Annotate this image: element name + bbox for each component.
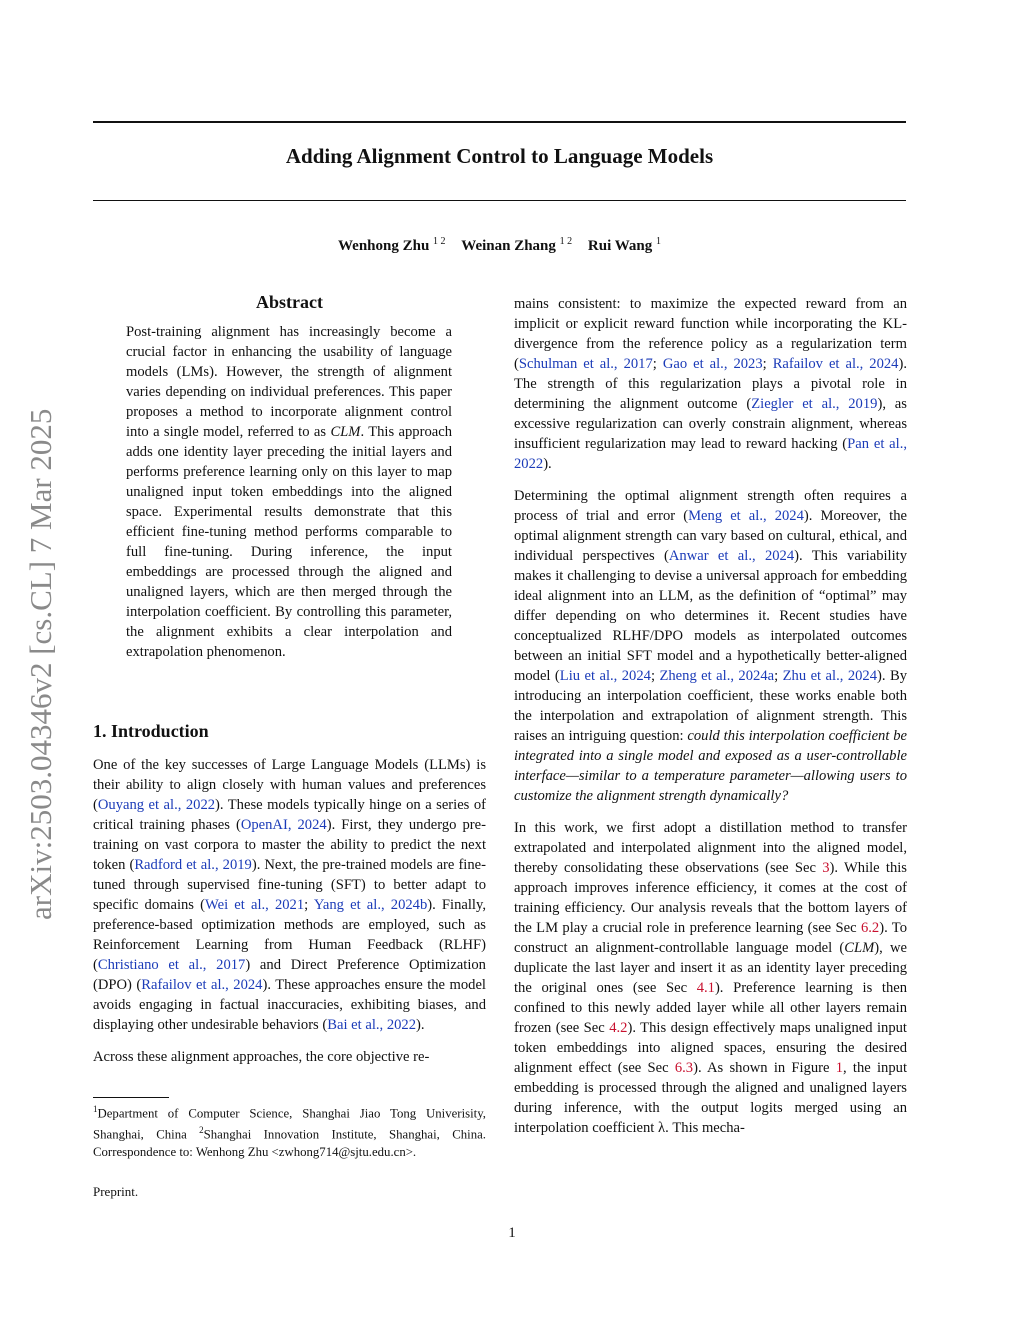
author: [461, 238, 572, 254]
author-affiliation: 1 2: [433, 236, 446, 247]
section-reference-link[interactable]: 4.1: [696, 980, 715, 996]
arxiv-identifier-stamp: arXiv:2503.04346v2 [cs.CL] 7 Mar 2025: [23, 408, 58, 920]
citation-link[interactable]: Zhu et al., 2024: [782, 668, 878, 684]
author-list: [93, 236, 906, 255]
figure-reference-link[interactable]: 1: [835, 1060, 844, 1076]
citation-link[interactable]: Anwar et al., 2024: [668, 548, 795, 564]
preprint-label: Preprint.: [93, 1184, 139, 1199]
citation-link[interactable]: Rafailov et al., 2024: [141, 977, 263, 993]
affiliation-footnote: $^1$Department of Computer Science, Shanghai Jiao Tong Univerisity, Shanghai, China $^2$Shanghai Innovation Institute, Shanghai, China. Correspondence to: Wenhong Zhu <zwhong714@sjtu.edu.cn>.: [93, 1104, 486, 1159]
title-rule-top: [93, 121, 906, 123]
author: [338, 238, 446, 254]
intro-paragraph-4: In this work, we first adopt a distillation method to transfer extrapolated and interpolated alignment into the aligned model, thereby consolidating these observations (see Sec 3). While this approach improves inference efficiency, it comes at the cost of training efficiency. Our analysis reveals that the bottom layers of the LM play a crucial role in preference learning (see Sec 6.2). To construct an alignment-controllable language model (CLM), we duplicate the last layer and insert it as an identity layer preceding the original ones (see Sec 4.1). Preference learning is then confined to this newly added layer while all other layers remain frozen (see Sec 4.2). This design effectively maps unaligned input token embeddings into aligned spaces, ensuring the desired alignment effect (see Sec 6.3). As shown in Figure 1, the input embedding is processed through the aligned and unaligned layers during inference, with the output logits merged using an interpolation coefficient λ. This mecha-: [514, 820, 908, 1136]
citation-link[interactable]: Wei et al., 2021: [205, 897, 305, 913]
author-name: Weinan Zhang: [461, 238, 556, 254]
author-affiliation: 1: [656, 236, 661, 247]
author-name: Wenhong Zhu: [337, 238, 430, 254]
intro-paragraph-3: Determining the optimal alignment strength often requires a process of trial and error (Meng et al., 2024). Moreover, the optimal alignment strength can vary based on cultural, ethical, and individual perspectives (Anwar et al., 2024). This variability makes it challenging to devise a universal approach for embedding ideal alignment into an LLM, as the definition of “optimal” may differ depending on who determines it. Recent studies have conceptualized RLHF/DPO models as interpolated outcomes between an initial SFT model and a hypothetically better-aligned model (Liu et al., 2024; Zheng et al., 2024a; Zhu et al., 2024). By introducing an interpolation coefficient, these works enable both the interpolation and extrapolation of alignment strength. This raises an intriguing question: could this interpolation coefficient be integrated into a single model and exposed as a user-controllable interface—similar to a temperature parameter—allowing users to customize the alignment strength dynamically?: [514, 488, 908, 804]
section-reference-link[interactable]: 6.2: [860, 920, 880, 936]
citation-link[interactable]: Radford et al., 2019: [134, 857, 252, 873]
paper-title: Adding Alignment Control to Language Models: [285, 144, 714, 168]
clm-term: CLM: [330, 424, 361, 440]
intro-paragraph-1: One of the key successes of Large Language Models (LLMs) is their ability to align closely with human values and preferences (Ouyang et al., 2022). These models typically hinge on a series of critical training phases (OpenAI, 2024). First, they undergo pre-training on vast corpora to master the ability to predict the next token (Radford et al., 2019). Next, the pre-trained models are fine-tuned through supervised fine-tuning (SFT) to better adapt to specific domains (Wei et al., 2021; Yang et al., 2024b). Finally, preference-based optimization methods are employed, such as Reinforcement Learning from Human Feedback (RLHF) (Christiano et al., 2017) and Direct Preference Optimization (DPO) (Rafailov et al., 2024). These approaches ensure the model avoids engaging in factual inaccuracies, exhibiting biases, and displaying other undesirable behaviors (Bai et al., 2022).: [93, 757, 486, 1033]
citation-link[interactable]: Ouyang et al., 2022: [97, 797, 216, 813]
citation-link[interactable]: Zheng et al., 2024a: [659, 668, 775, 684]
left-column: [93, 755, 486, 1079]
citation-link[interactable]: Gao et al., 2023: [662, 356, 763, 372]
citation-link[interactable]: Rafailov et al., 2024: [772, 356, 899, 372]
citation-link[interactable]: Bai et al., 2022: [327, 1017, 417, 1033]
abstract-text: Post-training alignment has increasingly become a crucial factor in enhancing the usability of language models (LMs). However, the strength of alignment varies depending on individual preferences. This paper proposes a method to incorporate alignment control into a single model, referred to as CLM. This approach adds one identity layer preceding the initial layers and performs preference learning only on this layer to map unaligned input token embeddings into the aligned space. Experimental results demonstrate that this efficient fine-tuning method performs comparable to full fine-tuning. During inference, the input embeddings are processed through the aligned and unaligned layers, which are then merged through the interpolation coefficient. By controlling this parameter, the alignment exhibits a clear interpolation and extrapolation phenomenon.: [126, 324, 453, 660]
citation-link[interactable]: Christiano et al., 2017: [97, 957, 246, 973]
citation-link[interactable]: Ziegler et al., 2019: [751, 396, 878, 412]
citation-link[interactable]: Pan et al., 2022: [514, 436, 907, 472]
citation-link[interactable]: OpenAI, 2024: [240, 817, 327, 833]
intro-paragraph-2-start: Across these alignment approaches, the core objective re-: [93, 1049, 430, 1065]
author: [588, 238, 661, 254]
author-name: Rui Wang: [587, 238, 653, 254]
page-number: 1: [508, 1225, 516, 1241]
section-heading-introduction: 1. Introduction: [93, 721, 209, 741]
section-reference-link[interactable]: 3: [822, 860, 830, 876]
citation-link[interactable]: Yang et al., 2024b: [313, 897, 428, 913]
author-affiliation: 1 2: [559, 236, 573, 247]
citation-link[interactable]: Schulman et al., 2017: [518, 356, 653, 372]
right-column: [514, 294, 907, 1150]
clm-term: CLM: [844, 940, 875, 956]
section-reference-link[interactable]: 4.2: [609, 1020, 628, 1036]
footnote-rule: [93, 1097, 169, 1098]
research-question: could this interpolation coefficient be integrated into a single model and exposed as a user-controllable interface—similar to a temperature parameter—allowing users to customize the alignment strength dynamically?: [514, 728, 907, 804]
citation-link[interactable]: Liu et al., 2024: [559, 668, 651, 684]
title-rule-bottom: [93, 200, 906, 201]
citation-link[interactable]: Meng et al., 2024: [688, 508, 804, 524]
section-reference-link[interactable]: 6.3: [674, 1060, 694, 1076]
abstract-heading: Abstract: [256, 292, 323, 312]
intro-paragraph-2-continued: mains consistent: to maximize the expected reward from an implicit or explicit reward function while incorporating the KL-divergence from the reference policy as a regularization term (Schulman et al., 2017; Gao et al., 2023; Rafailov et al., 2024). The strength of this regularization plays a pivotal role in determining the alignment outcome (Ziegler et al., 2019), as excessive regularization can overly constrain alignment, whereas insufficient regularization may lead to reward hacking (Pan et al., 2022).: [514, 296, 907, 472]
